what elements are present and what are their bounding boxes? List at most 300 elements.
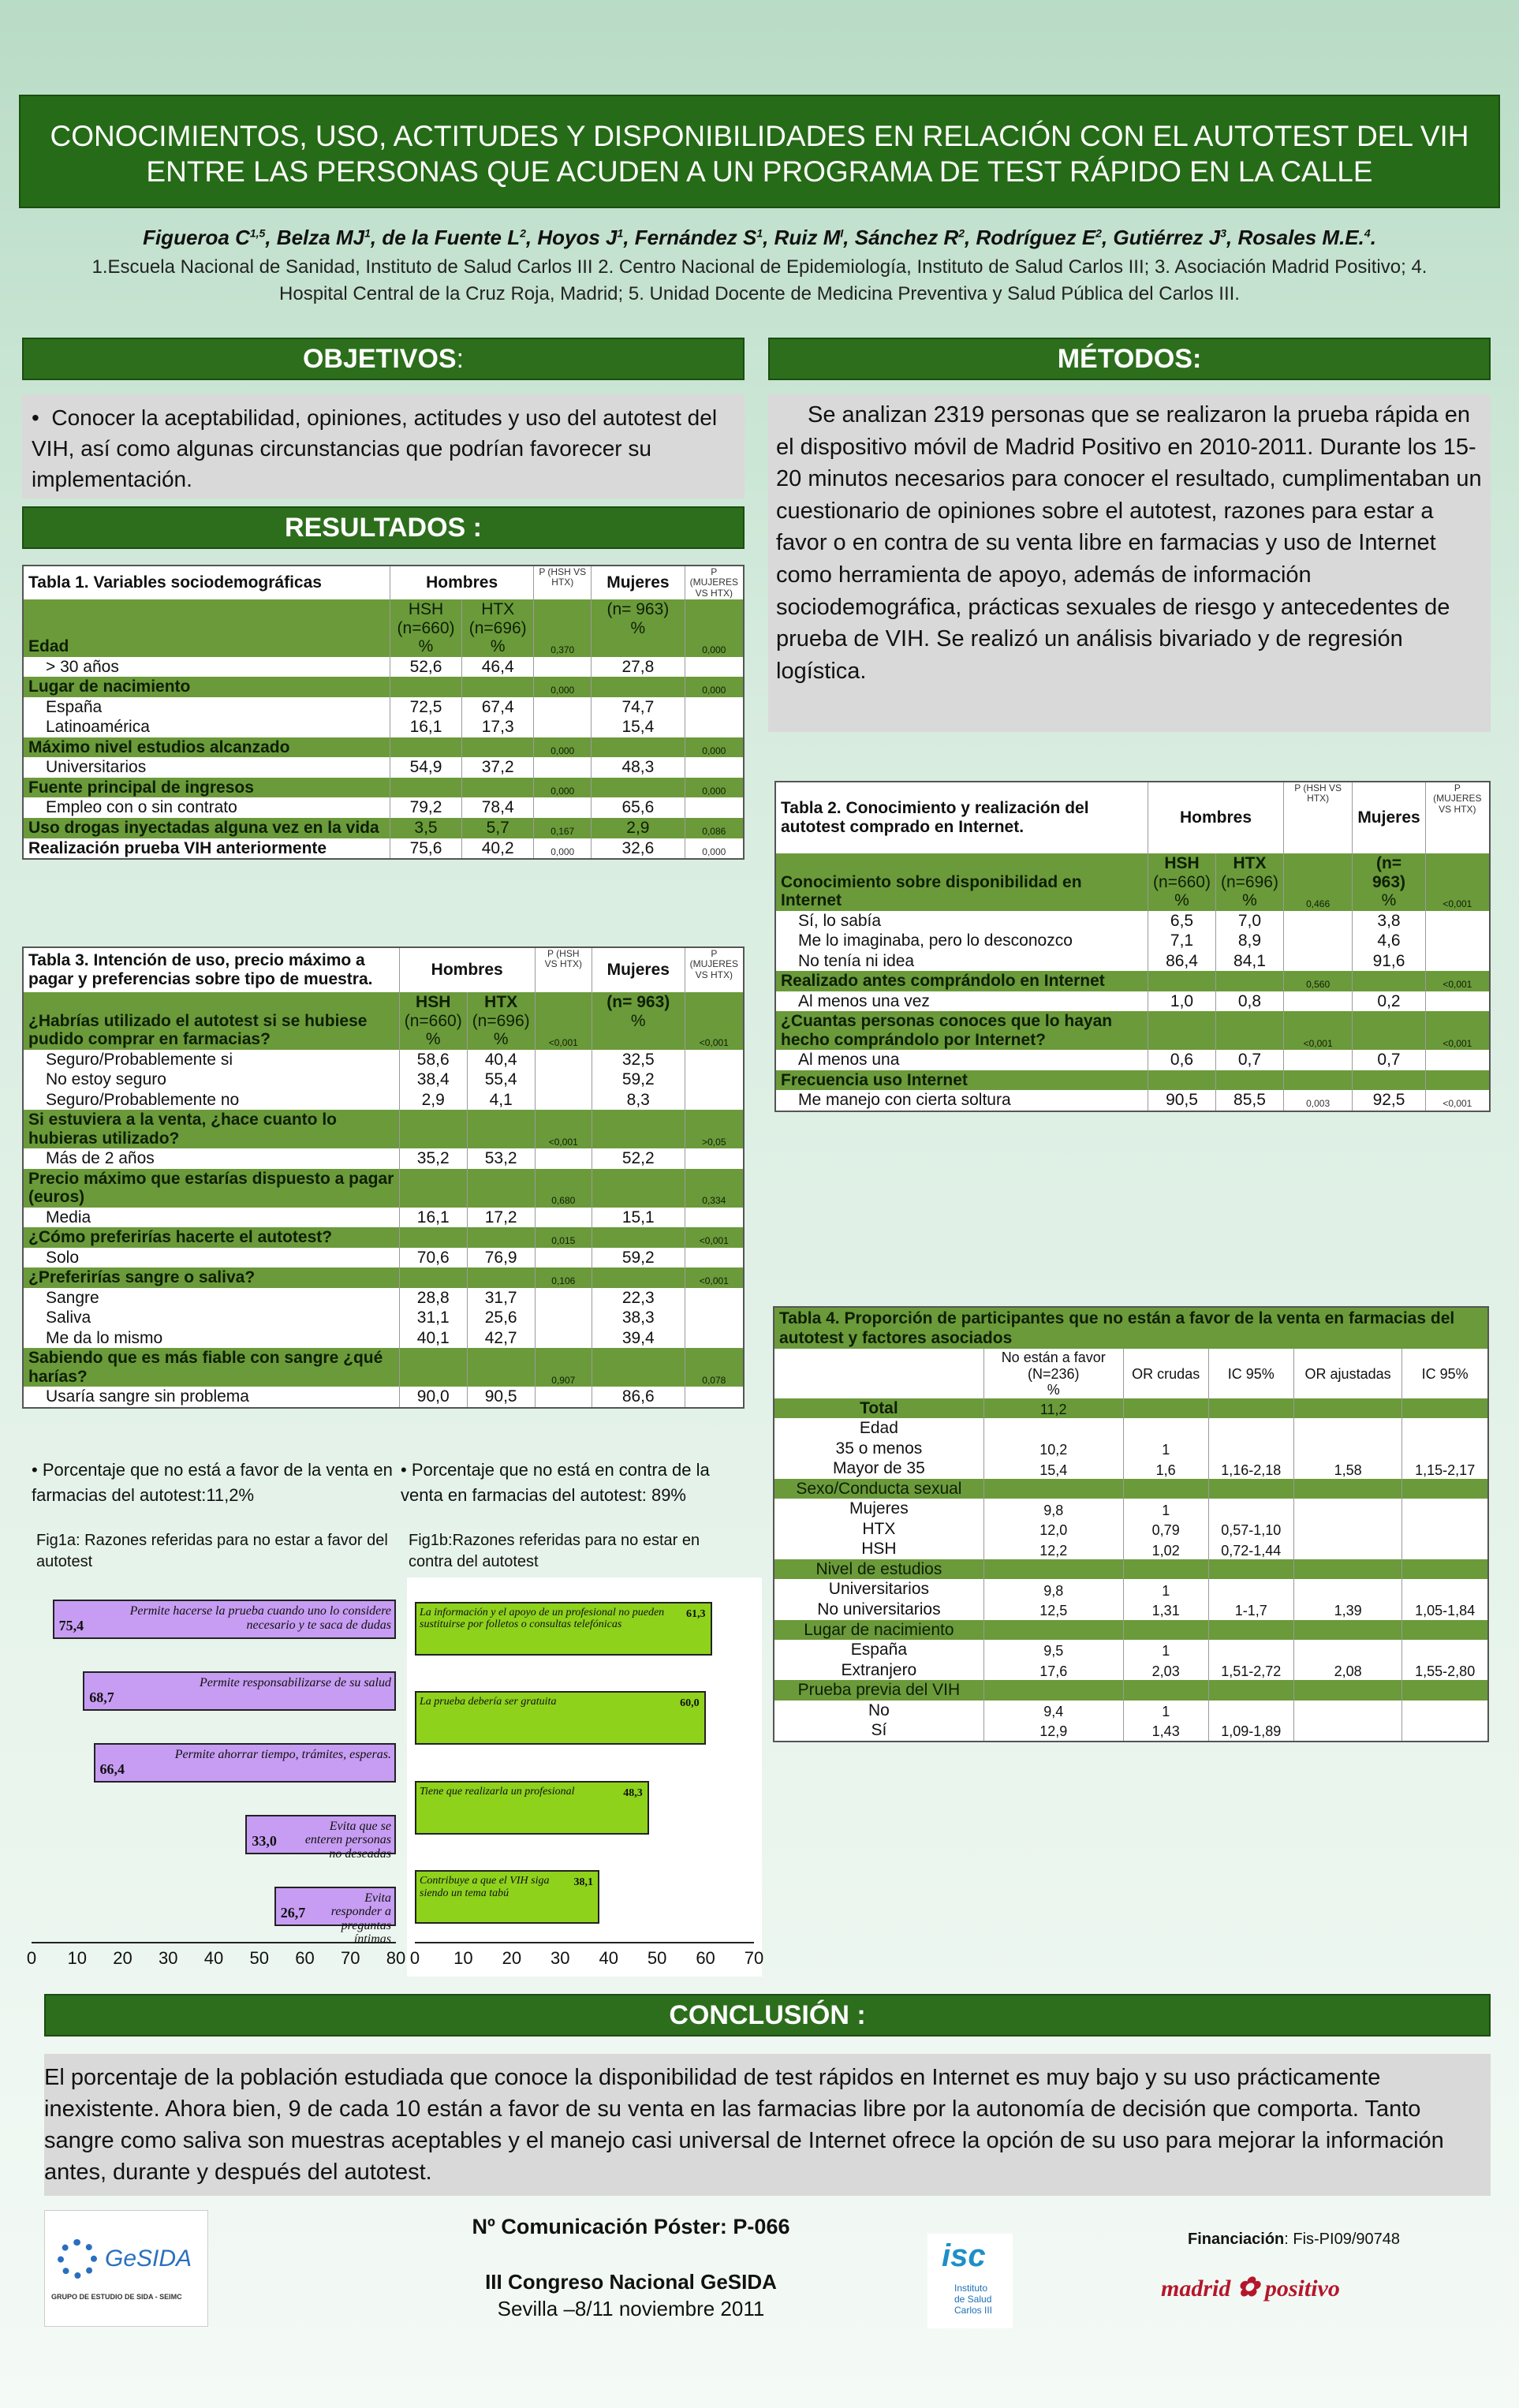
htx-subheader-line: HTX (1233, 854, 1267, 872)
p-value (685, 1208, 743, 1228)
p-value (1283, 1050, 1352, 1070)
mujeres-value (592, 1227, 685, 1248)
isciii-text-1: Instituto (954, 2283, 988, 2294)
table-title: Tabla 1. Variables sociodemográficas (24, 566, 390, 599)
row-label: Realización prueba VIH anteriormente (24, 838, 390, 859)
htx-value: 17,3 (462, 717, 534, 737)
congress-place: Sevilla –8/11 noviembre 2011 (497, 2296, 765, 2320)
bar-category-label: Tiene que realizarla un profesional (420, 1785, 575, 1798)
bar-category-label: La prueba debería ser gratuita (420, 1696, 557, 1708)
no-favor-value: 12,9 (983, 1720, 1123, 1741)
table-row (776, 971, 1489, 991)
table-row (776, 1011, 1489, 1050)
mujeres-value: 52,2 (592, 1148, 685, 1169)
bar (94, 1743, 396, 1783)
table-row (24, 818, 743, 838)
htx-value (467, 1348, 535, 1387)
table-row (24, 797, 743, 818)
htx-value (462, 677, 534, 697)
table-row (24, 992, 743, 1050)
row-label: Extranjero (774, 1660, 983, 1681)
table-row (24, 1050, 743, 1070)
table-row (776, 853, 1489, 911)
bar-value-label: 61,3 (686, 1607, 706, 1620)
mujeres-value: 59,2 (592, 1248, 685, 1268)
hsh-subheader-line: % (418, 637, 434, 656)
p-value (1283, 931, 1352, 951)
or-ajustadas-value (1293, 1539, 1402, 1559)
row-label: No estoy seguro (24, 1070, 399, 1090)
row-label: Lugar de nacimiento (24, 677, 390, 697)
row-label: Realizado antes comprándolo en Internet (776, 971, 1148, 991)
mujeres-subheader (592, 599, 685, 657)
p-value: <0,001 (1425, 1011, 1489, 1050)
table-row (24, 1308, 743, 1328)
ic95-ajustado-value (1402, 1680, 1487, 1701)
x-axis-line (415, 1942, 754, 1943)
bar (415, 1781, 649, 1835)
fig1a-caption: Fig1a: Razones referidas para no estar a favor del autotest (36, 1532, 388, 1570)
ic95-ajustado-value (1402, 1418, 1487, 1439)
author-name: Sánchez R (854, 226, 959, 249)
table-row (24, 717, 743, 737)
htx-value: 31,7 (467, 1288, 535, 1309)
p-hsh-htx-header: P (HSH VS HTX) (535, 948, 592, 992)
row-label: Total (774, 1398, 983, 1419)
htx-value: 4,1 (467, 1090, 535, 1111)
mujeres-value (592, 1169, 685, 1208)
x-tick-label: 50 (647, 1948, 667, 1968)
or-crudas-value: 0,79 (1123, 1519, 1208, 1540)
table-row (776, 1050, 1489, 1070)
row-label: Sabiendo que es más fiable con sangre ¿qué harías? (24, 1348, 399, 1387)
row-label: Lugar de nacimiento (774, 1620, 983, 1641)
htx-value: 84,1 (1215, 951, 1283, 972)
or-crudas-value: 1 (1123, 1439, 1208, 1459)
table-title: Tabla 4. Proporción de participantes que no están a favor de la venta en farmacias del autotest y factores asociados (774, 1308, 1487, 1349)
bar (415, 1602, 712, 1656)
no-favor-value: 9,8 (983, 1579, 1123, 1600)
p-value (685, 797, 743, 818)
table-row (24, 1288, 743, 1309)
ic95-value (1208, 1418, 1293, 1439)
table-row (24, 657, 743, 678)
ic95-ajustado-value (1402, 1640, 1487, 1660)
htx-value: 17,2 (467, 1208, 535, 1228)
hsh-value: 40,1 (399, 1328, 467, 1349)
row-label: Me lo imaginaba, pero lo desconozco (776, 931, 1148, 951)
table-row (774, 1701, 1487, 1721)
bar-value-label: 26,7 (280, 1904, 306, 1921)
htx-value: 40,4 (467, 1050, 535, 1070)
htx-value (462, 778, 534, 798)
p-value (534, 657, 592, 678)
row-label: HSH (774, 1539, 983, 1559)
row-label: Sí (774, 1720, 983, 1741)
bar-value-label: 75,4 (58, 1618, 84, 1634)
or-crudas-value: 1 (1123, 1701, 1208, 1721)
metodos-header: MÉTODOS: (768, 338, 1491, 380)
ic95-ajustado-value (1402, 1499, 1487, 1519)
table-row (776, 911, 1489, 931)
hsh-subheader (399, 992, 467, 1050)
row-label: Al menos una vez (776, 991, 1148, 1012)
ic95-value (1208, 1559, 1293, 1580)
p-value (535, 1208, 592, 1228)
mp-positivo: positivo (1264, 2275, 1340, 2302)
hsh-value: 1,0 (1148, 991, 1216, 1012)
bullet-a: • Porcentaje que no está a favor de la venta en farmacias del autotest:11,2% (32, 1460, 393, 1505)
table-row (774, 1579, 1487, 1600)
p-value: <0,001 (685, 1227, 743, 1248)
or-crudas-value: 2,03 (1123, 1660, 1208, 1681)
p-value (685, 757, 743, 778)
htx-value: 46,4 (462, 657, 534, 678)
htx-value (467, 1110, 535, 1148)
p-hsh-htx-header: P (HSH VS HTX) (1283, 782, 1352, 853)
bar-value-label: 60,0 (680, 1697, 700, 1710)
mujeres-value: 4,6 (1353, 931, 1425, 951)
table-row (24, 838, 743, 859)
no-favor-value: 10,2 (983, 1439, 1123, 1459)
madrid-positivo-logo (1161, 2272, 1366, 2327)
table-header-row (776, 782, 1489, 853)
p-value: <0,001 (1283, 1011, 1352, 1050)
p-value: <0,001 (1425, 853, 1489, 911)
author-name: Rodríguez E (976, 226, 1096, 249)
mujeres-value: 32,5 (592, 1050, 685, 1070)
row-label: Fuente principal de ingresos (24, 778, 390, 798)
author-affiliation: 4 (1364, 226, 1371, 240)
bullet-b-text: Porcentaje que no está en contra de la venta en farmacias del autotest: 89% (401, 1460, 710, 1505)
table-row (774, 1660, 1487, 1681)
author-name: de la Fuente L (382, 226, 521, 249)
ic95-ajustado-value (1402, 1539, 1487, 1559)
mujeres-value: 48,3 (592, 757, 685, 778)
objetivos-colon: : (456, 344, 465, 374)
table-row (24, 1070, 743, 1090)
table-row (24, 1248, 743, 1268)
p-value: <0,001 (685, 1267, 743, 1288)
row-label: Universitarios (24, 757, 390, 778)
communication-number: Nº Comunicación Póster: P-066 (472, 2215, 790, 2238)
htx-value: 0,7 (1215, 1050, 1283, 1070)
htx-subheader-line: HTX (481, 600, 515, 619)
table-4 (773, 1306, 1489, 1742)
table-row (24, 778, 743, 798)
p-value (1283, 911, 1352, 931)
p-value (685, 1328, 743, 1349)
row-label: Al menos una (776, 1050, 1148, 1070)
htx-value: 42,7 (467, 1328, 535, 1349)
authors: Figueroa C$^{1,5}$, Belza $MJ^1$, de la Fuente $L^2$, Hoyos $J^1$, Fernández $S^1$, Ruiz $M^I$, Sánchez $R^2$, Rodríguez $E^2$, Gutiérrez $J^3$, Rosales M.E.$^4$. (143, 226, 1376, 249)
p-value (685, 1148, 743, 1169)
mujeres-value (592, 1267, 685, 1288)
mujeres-n: (n= 963) (1372, 854, 1406, 891)
x-tick-label: 10 (453, 1948, 473, 1968)
ic95-ajustado-value (1402, 1620, 1487, 1641)
htx-subheader-line: (n=696) (472, 1011, 530, 1030)
no-favor-header (983, 1349, 1123, 1398)
hsh-value: 28,8 (399, 1288, 467, 1309)
author-affiliation: 1 (364, 226, 371, 240)
or-crudas-value (1123, 1559, 1208, 1580)
table-row (24, 1387, 743, 1407)
objetivos-box (22, 394, 745, 498)
hsh-value: 52,6 (390, 657, 461, 678)
or-ajustadas-value (1293, 1439, 1402, 1459)
or-ajustadas-value: 1,58 (1293, 1458, 1402, 1479)
row-label: HTX (774, 1519, 983, 1540)
table-row (774, 1418, 1487, 1439)
or-ajustadas-value (1293, 1398, 1402, 1419)
p-value: 0,000 (534, 737, 592, 758)
p-value (1283, 991, 1352, 1012)
row-label: Máximo nivel estudios alcanzado (24, 737, 390, 758)
p-value: 0,106 (535, 1267, 592, 1288)
hsh-value (399, 1110, 467, 1148)
hsh-value (390, 677, 461, 697)
p-mujeres-htx-header: P (MUJERES VS HTX) (1425, 782, 1489, 853)
hsh-value: 90,5 (1148, 1090, 1216, 1111)
bar (53, 1600, 396, 1639)
or-ajustadas-value (1293, 1519, 1402, 1540)
author-affiliation: I (840, 226, 844, 240)
no-favor-value: 11,2 (983, 1398, 1123, 1419)
table-row (774, 1680, 1487, 1701)
mujeres-value: 86,6 (592, 1387, 685, 1407)
p-value: 0,370 (534, 599, 592, 657)
htx-subheader-line: % (1242, 891, 1257, 910)
htx-value: 53,2 (467, 1148, 535, 1169)
row-label: No (774, 1701, 983, 1721)
mujeres-value: 2,9 (592, 818, 685, 838)
row-label: Precio máximo que estarías dispuesto a pagar (euros) (24, 1169, 399, 1208)
table-2 (774, 781, 1491, 1112)
p-value: 0,086 (685, 818, 743, 838)
row-label: Mujeres (774, 1499, 983, 1519)
affiliations-line-2: Hospital Central de la Cruz Roja, Madrid; 5. Unidad Docente de Medicina Preventiva y Salud Pública del Carlos III. (279, 282, 1240, 304)
table-row (24, 1090, 743, 1111)
p-value (535, 1308, 592, 1328)
row-label: Conocimiento sobre disponibilidad en Internet (776, 853, 1148, 911)
p-value (535, 1248, 592, 1268)
htx-value: 8,9 (1215, 931, 1283, 951)
or-crudas-value: 1 (1123, 1499, 1208, 1519)
table-row (774, 1600, 1487, 1620)
p-value: <0,001 (535, 1110, 592, 1148)
ic95-ajustado-value: 1,55-2,80 (1415, 1663, 1476, 1679)
htx-value: 85,5 (1215, 1090, 1283, 1111)
hsh-value: 16,1 (399, 1208, 467, 1228)
p-value (685, 717, 743, 737)
p-value (1425, 1050, 1489, 1070)
affiliations (19, 254, 1500, 307)
mujeres-value: 22,3 (592, 1288, 685, 1309)
ic95-ajustado-value (1402, 1701, 1487, 1721)
isciii-mark: isc (942, 2238, 986, 2273)
ic95-value: 1,16-2,18 (1208, 1458, 1293, 1479)
hsh-subheader-line: (n=660) (404, 1011, 462, 1030)
htx-value: 90,5 (467, 1387, 535, 1407)
p-value: 0,334 (685, 1169, 743, 1208)
htx-value (467, 1169, 535, 1208)
hsh-value (390, 737, 461, 758)
p-value (685, 1288, 743, 1309)
hsh-value: 0,6 (1148, 1050, 1216, 1070)
or-crudas-value: 1 (1123, 1579, 1208, 1600)
conclusion-header: CONCLUSIÓN : (44, 1994, 1491, 2037)
row-label: Mayor de 35 (774, 1458, 983, 1479)
bar-category-label: Contribuye a que el VIH siga siendo un tema tabú (420, 1875, 550, 1899)
row-label: Usaría sangre sin problema (24, 1387, 399, 1407)
or-crudas-value (1123, 1680, 1208, 1701)
or-crudas-value: 1 (1123, 1640, 1208, 1660)
ic95-value (1208, 1701, 1293, 1721)
gesida-emblem (58, 2239, 97, 2279)
or-ajustadas-value (1293, 1640, 1402, 1660)
p-value: 0,000 (534, 778, 592, 798)
or-crudas-value: 1,43 (1123, 1720, 1208, 1741)
author-affiliation: 2 (1095, 226, 1102, 240)
p-value: 0,680 (535, 1169, 592, 1208)
hsh-value (1148, 971, 1216, 991)
ic95-value: 1,09-1,89 (1208, 1720, 1293, 1741)
table-row (776, 931, 1489, 951)
table-row (774, 1539, 1487, 1559)
hsh-subheader-line: (n=660) (1153, 872, 1211, 891)
p-value (535, 1288, 592, 1309)
htx-subheader (467, 992, 535, 1050)
row-label: Uso drogas inyectadas alguna vez en la vida (24, 818, 390, 838)
table-row (774, 1640, 1487, 1660)
p-value (534, 797, 592, 818)
htx-value (1215, 1070, 1283, 1091)
table-row (776, 1090, 1489, 1111)
htx-value (462, 737, 534, 758)
bar (245, 1815, 396, 1861)
fig1a-chart (24, 1577, 406, 1977)
mujeres-value: 38,3 (592, 1308, 685, 1328)
ic95-value (1208, 1620, 1293, 1641)
mujeres-value: 0,7 (1353, 1050, 1425, 1070)
row-label: Universitarios (774, 1579, 983, 1600)
row-label: Más de 2 años (24, 1148, 399, 1169)
hsh-value: 72,5 (390, 697, 461, 718)
ic95-value (1208, 1680, 1293, 1701)
mujeres-value: 74,7 (592, 697, 685, 718)
hsh-subheader-line: HSH (416, 993, 451, 1011)
x-tick-label: 40 (599, 1948, 618, 1968)
ic95-header: IC 95% (1208, 1349, 1293, 1398)
no-favor-value: 9,5 (983, 1640, 1123, 1660)
htx-value: 25,6 (467, 1308, 535, 1328)
financiacion (1188, 2231, 1400, 2249)
row-label: No tenía ni idea (776, 951, 1148, 972)
or-crudas-header: OR crudas (1123, 1349, 1208, 1398)
row-label: > 30 años (24, 657, 390, 678)
no-favor-value (983, 1620, 1123, 1641)
x-tick-label: 50 (249, 1948, 269, 1968)
row-label: Frecuencia uso Internet (776, 1070, 1148, 1091)
mujeres-n: (n= 963) (606, 600, 670, 619)
mujeres-header: Mujeres (592, 948, 685, 992)
htx-value: 40,2 (462, 838, 534, 859)
author-affiliation: 2 (958, 226, 965, 240)
table-row (776, 1070, 1489, 1091)
hsh-value: 86,4 (1148, 951, 1216, 972)
bar-category-label: Permite responsabilizarse de su salud (200, 1676, 391, 1690)
mujeres-value: 0,2 (1353, 991, 1425, 1012)
row-label: Seguro/Probablemente si (24, 1050, 399, 1070)
or-crudas-value: 1,02 (1123, 1539, 1208, 1559)
x-tick-label: 0 (409, 1948, 420, 1968)
or-ajustadas-value (1293, 1418, 1402, 1439)
mp-ribbon-icon: ✿ (1236, 2273, 1260, 2302)
mujeres-value (592, 677, 685, 697)
row-label: No universitarios (774, 1600, 983, 1620)
p-value: <0,001 (1442, 1098, 1472, 1110)
no-favor-header-line: (N=236) (1027, 1365, 1080, 1382)
or-ajustadas-value (1293, 1479, 1402, 1499)
hsh-value: 79,2 (390, 797, 461, 818)
table-row (774, 1620, 1487, 1641)
hsh-value: 35,2 (399, 1148, 467, 1169)
ic95-value: 1,51-2,72 (1208, 1660, 1293, 1681)
no-favor-value: 9,4 (983, 1701, 1123, 1721)
x-tick-label: 10 (67, 1948, 87, 1968)
htx-value: 67,4 (462, 697, 534, 718)
p-value (1425, 931, 1489, 951)
hsh-value (399, 1227, 467, 1248)
row-label: ¿Cuantas personas conoces que lo hayan hecho comprándolo por Internet? (776, 1011, 1148, 1050)
p-value (535, 1050, 592, 1070)
gesida-name: GeSIDA (105, 2246, 192, 2272)
x-tick-label: 60 (295, 1948, 315, 1968)
p-value (685, 1308, 743, 1328)
row-label: Media (24, 1208, 399, 1228)
footer-center (410, 2215, 852, 2323)
p-mujeres-htx-header: P (MUJERES VS HTX) (685, 566, 743, 599)
ic95-value: 0,57-1,10 (1208, 1519, 1293, 1540)
isciii-text-2: de Salud (954, 2294, 992, 2305)
htx-subheader-line: HTX (484, 993, 518, 1011)
hsh-value (390, 778, 461, 798)
or-crudas-value (1123, 1418, 1208, 1439)
hsh-subheader (390, 599, 461, 657)
ic95-value (1208, 1579, 1293, 1600)
table-row (24, 757, 743, 778)
row-label: Me manejo con cierta soltura (776, 1090, 1148, 1111)
x-tick-label: 70 (341, 1948, 360, 1968)
title-line-1: CONOCIMIENTOS, USO, ACTITUDES Y DISPONIBILIDADES EN RELACIÓN CON EL AUTOTEST DEL VIH (50, 120, 1469, 152)
hsh-subheader-line: % (425, 1030, 441, 1049)
table-header-row (24, 566, 743, 599)
ic95-ajustado-value (1402, 1579, 1487, 1600)
htx-subheader-line: % (490, 637, 506, 656)
hsh-value: 58,6 (399, 1050, 467, 1070)
htx-subheader-line: (n=696) (468, 618, 527, 637)
htx-subheader (462, 599, 534, 657)
p-value: 0,078 (685, 1348, 743, 1387)
ic95-value (1208, 1640, 1293, 1660)
table-header-row (774, 1349, 1487, 1398)
p-value (685, 697, 743, 718)
x-tick-label: 80 (386, 1948, 406, 1968)
or-crudas-value: 1,31 (1123, 1600, 1208, 1620)
table-row (24, 1169, 743, 1208)
table-row (774, 1398, 1487, 1419)
